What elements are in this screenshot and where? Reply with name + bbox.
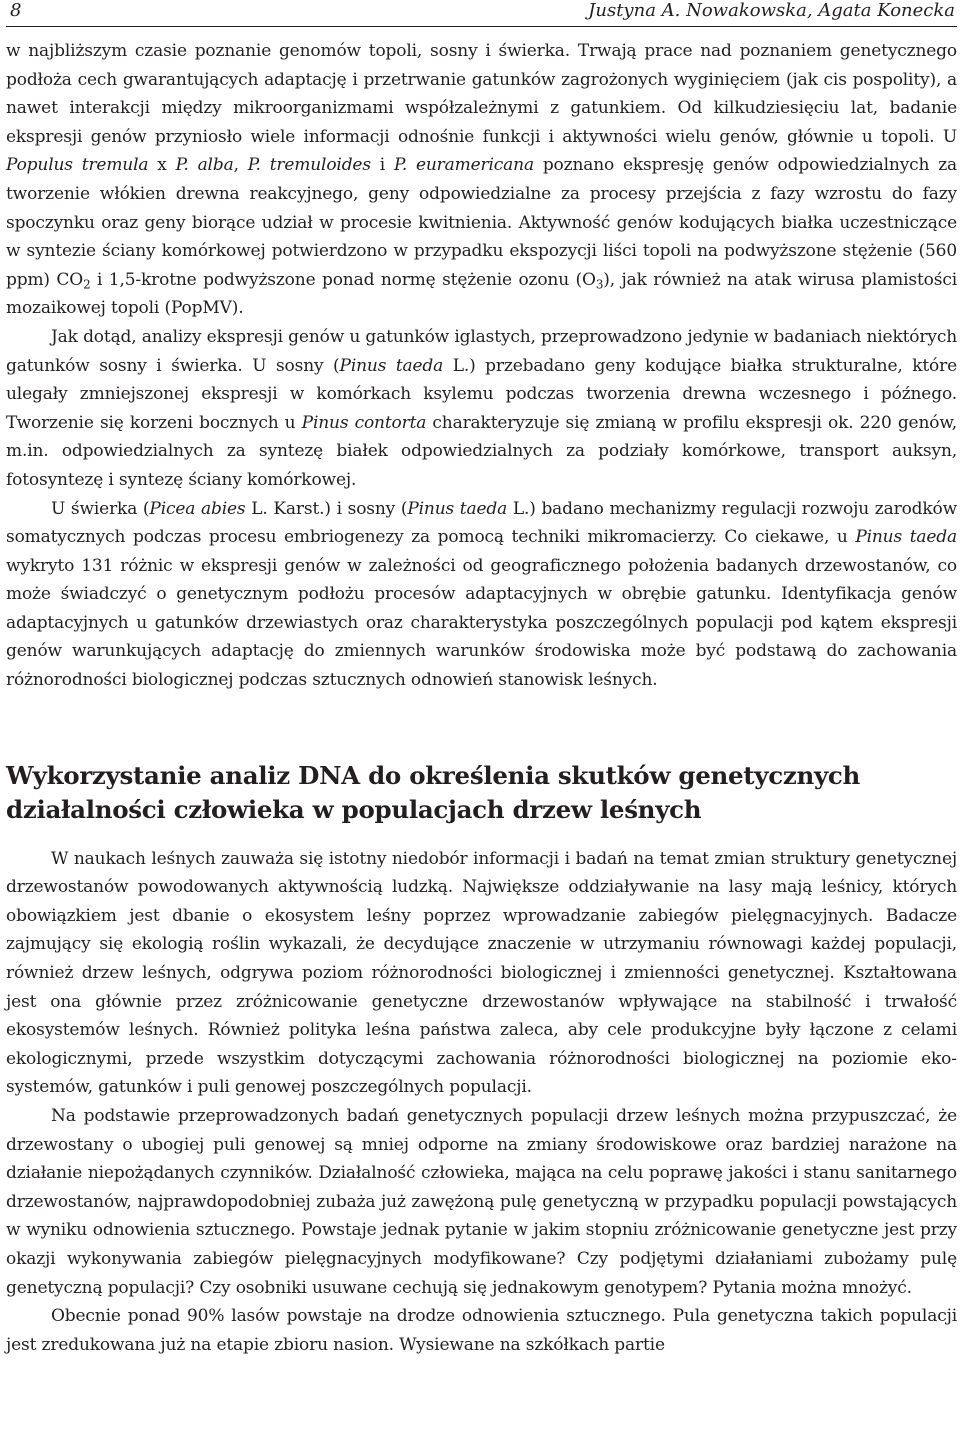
species-name: Pinus taeda (407, 498, 508, 519)
subscript: 2 (83, 277, 91, 292)
paragraph: w najbliższym czasie poznanie genomów topoli, sosny i świerka. Trwają prace nad poznaniem genetycznego podłoża cech gwarantujących adaptację i przetrwanie gatunków zagrożonych wyginięciem (jak cis pospolity), a nawet interakcji między mikroorganizmami współzależnymi z gatunkiem. Od kilkudziesięciu lat, badanie ekspresji genów przyniosło wiele informacji odnośnie funkcji i aktywności wielu genów, głównie u topoli. U Populus tremula x P. alba, P. tremuloides i P. euramericana poznano ekspresję genów odpowiedzialnych za tworzenie włókien drewna reakcyjnego, geny odpowiedzialne za procesy przejścia z fazy wzrostu do fazy spoczynku oraz geny biorące udział w procesie kwitnienia. Aktywność genów kodujących białka uczestniczące w syntezie ściany komórkowej potwierdzono w przypadku ekspozycji liści topoli na podwyższone stężenie (560 ppm) $CO_2$ i 1,5-krotne podwyższone ponad normę stężenie ozonu $(O_3)$, jak również na atak wirusa plamistości mozaikowej topoli (PopMV). (6, 41, 957, 319)
subscript: 3 (595, 277, 604, 292)
paragraph: Na podstawie przeprowadzonych badań genetycznych populacji drzew leśnych można przypuszczać, że drzewostany o ubogiej puli genowej są mniej odporne na zmiany środowiskowe oraz bardziej narażone na działanie niepożądanych czynników. Działalność człowieka, mająca na celu poprawę jakości i stanu sanitarnego drzewostanów, najprawdopodobniej zubaża już zawężoną pulę genetyczną w przypadku populacji powstających w wyniku odnowienia sztucznego. Powstaje jednak pytanie w jakim stopniu zróżnicowanie genetyczne jest przy okazji wykonywania zabiegów pielęgnacyjnych modyfikowane? Czy podjętymi działaniami zubożamy pulę genetyczną populacji? Czy osobniki usuwane cechują się jednakowym genotypem? Pytania można mnożyć. (6, 1106, 957, 1298)
species-name: P. alba (175, 155, 234, 176)
section-heading (6, 759, 957, 827)
species-name: P. euramericana (393, 155, 534, 176)
species-name: P. tremuloides (247, 155, 371, 176)
species-name: Pinus taeda (855, 527, 958, 548)
species-name: Pinus contorta (301, 412, 427, 433)
paragraph: Jak dotąd, analizy ekspresji genów u gatunków iglastych, przeprowadzono jedynie w badaniach niektórych gatunków sosny i świerka. U sosny (Pinus taeda L.) przebadano geny kodujące białka strukturalne, które ulegały zmniejszonej ekspresji w komórkach ksylemu podczas tworzenia drewna wczesnego i późnego. Tworzenie się korzeni bocznych u Pinus contorta charakteryzuje się zmianą w profilu ekspresji ok. 220 genów, m.in. odpowiedzialnych za syntezę białek odpowiedzialnych za podziały komórkowe, transport auksyn, fotosyntezę i syntezę ściany komórkowej. (6, 326, 958, 490)
running-head (6, 0, 957, 27)
species-name: Picea abies (149, 498, 246, 519)
species-name: Populus tremula (6, 155, 149, 176)
paragraph: W naukach leśnych zauważa się istotny niedobór informacji i badań na temat zmian struktury genetycznej drzewostanów powodowanych aktywnością ludzką. Największe oddziaływanie na lasy mają leśnicy, których obowiązkiem jest dbanie o ekosystem leśny poprzez wprowadzanie zabiegów pielęgnacyjnych. Badacze zajmujący się ekologią roślin wykazali, że decydujące znaczenie w utrzymaniu równowagi każdej populacji, również drzew leśnych, odgrywa poziom różnorodności biologicznej i zmienności genetycznej. Kształtowana jest ona głównie przez zróżnicowanie genetyczne drzewostanów wpływające na stabilność i trwałość ekosystemów leśnych. Również polityka leśna państwa zaleca, aby cele produkcyjne były łączone z celami ekologicznymi, przede wszystkim dotyczącymi zachowania różnorodności biologicznej na poziomie ekosystemów, gatunków i puli genowej poszczególnych populacji. (6, 848, 957, 1098)
species-name: Pinus taeda (339, 355, 444, 376)
page-number: 8 (10, 0, 22, 21)
section-heading-line-2: działalności człowieka w populacjach drzew leśnych (6, 794, 702, 824)
paragraph: Obecnie ponad 90% lasów powstaje na drodze odnowienia sztucznego. Pula genetyczna takich populacji jest zredukowana już na etapie zbioru nasion. Wysiewane na szkółkach partie (6, 1306, 957, 1355)
paragraph: U świerka (Picea abies L. Karst.) i sosny (Pinus taeda L.) badano mechanizmy regulacji rozwoju zarodków somatycznych podczas procesu embriogenezy za pomocą techniki mikromacierzy. Co ciekawe, u Pinus taeda wykryto 131 różnic w ekspresji genów w zależności od geograficznego położenia badanych drzewostanów, co może świadczyć o genetycznym podłożu procesów adaptacyjnych w obrębie gatunku. Identyfikacja genów adaptacyjnych u gatunków drzewiastych oraz charakterystyka poszczególnych populacji pod kątem ekspresji genów warunkujących adaptację do zmiennych warunków środowiska może być podstawą do zachowania różnorodności biologicznej podczas sztucznych odnowień stanowisk leśnych. (6, 498, 958, 691)
section-1-body (6, 37, 957, 695)
section-2-body (6, 845, 957, 1360)
section-heading-line-1: Wykorzystanie analiz DNA do określenia skutków genetycznych (6, 760, 861, 790)
running-head-authors: Justyna A. Nowakowska, Agata Konecka (588, 0, 955, 21)
